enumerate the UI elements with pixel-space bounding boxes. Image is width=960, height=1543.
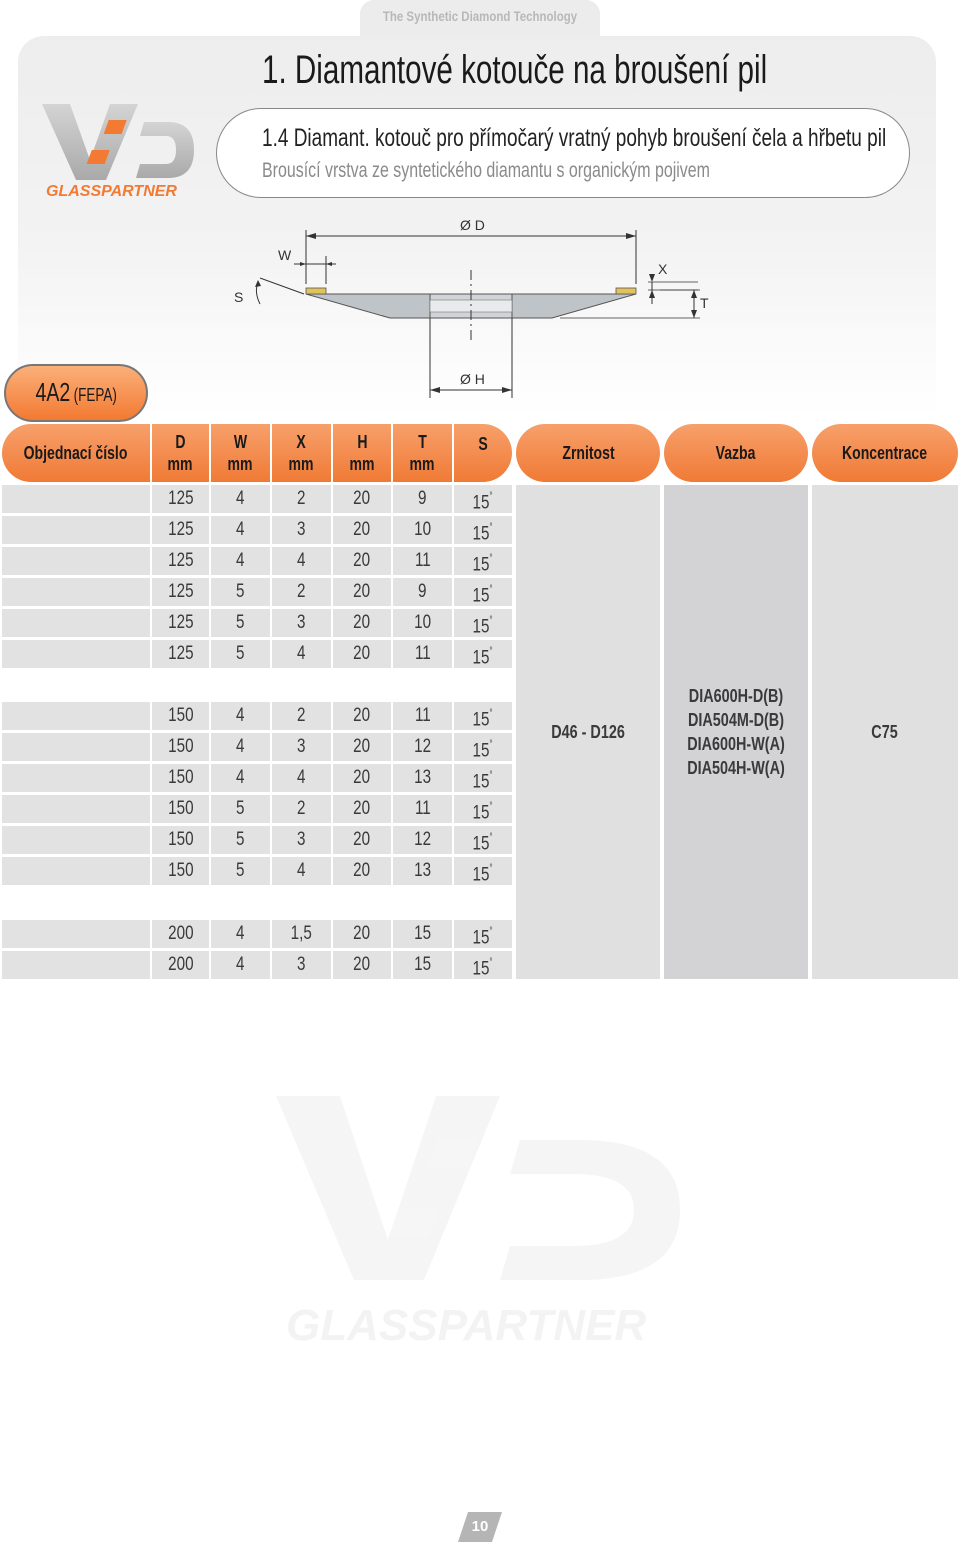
- table-row: [2, 951, 512, 979]
- bond-item: DIA600H-W(A): [687, 734, 785, 754]
- table-row: [2, 702, 512, 730]
- cell-t: 11: [393, 640, 452, 668]
- cell-w: 4: [211, 764, 270, 792]
- cell-w: 5: [211, 826, 270, 854]
- cell-s: 15°: [454, 485, 512, 513]
- column-header-s: S: [454, 424, 512, 482]
- cell-order: [2, 764, 150, 792]
- cell-d: 125: [152, 547, 209, 575]
- cell-order: [2, 578, 150, 606]
- cell-x: 2: [272, 578, 331, 606]
- product-type-label: [4, 377, 148, 408]
- cell-w: 5: [211, 578, 270, 606]
- vd-glasspartner-logo: [40, 100, 200, 200]
- cell-s: 15°: [454, 764, 512, 792]
- column-header-grain: Zrnitost: [516, 424, 660, 482]
- section-description: Brousící vrstva ze syntetického diamantu s organickým pojivem: [262, 159, 710, 182]
- cell-w: 4: [211, 702, 270, 730]
- cell-h: 20: [333, 578, 391, 606]
- cell-x: 4: [272, 640, 331, 668]
- cell-x: 4: [272, 764, 331, 792]
- column-header-w: W mm: [211, 424, 270, 482]
- cell-d: 150: [152, 826, 209, 854]
- table-row: [2, 485, 512, 513]
- column-header-bond: Vazba: [664, 424, 808, 482]
- dim-label-s: S: [234, 289, 244, 305]
- cell-t: 15: [393, 920, 452, 948]
- cell-order: [2, 733, 150, 761]
- cell-w: 5: [211, 795, 270, 823]
- cell-order: [2, 920, 150, 948]
- cell-d: 150: [152, 857, 209, 885]
- cell-s: 15°: [454, 826, 512, 854]
- cell-s: 15°: [454, 795, 512, 823]
- cell-t: 10: [393, 609, 452, 637]
- cell-order: [2, 640, 150, 668]
- cell-d: 125: [152, 516, 209, 544]
- cell-s: 15°: [454, 640, 512, 668]
- cell-x: 1,5: [272, 920, 331, 948]
- cell-order: [2, 547, 150, 575]
- column-header-concentration: Koncentrace: [812, 424, 958, 482]
- cell-s: 15°: [454, 702, 512, 730]
- dim-label-t: T: [700, 295, 709, 311]
- cell-x: 4: [272, 857, 331, 885]
- cell-d: 150: [152, 795, 209, 823]
- cell-x: 3: [272, 516, 331, 544]
- column-header-x: X mm: [272, 424, 331, 482]
- cell-w: 5: [211, 609, 270, 637]
- cell-h: 20: [333, 702, 391, 730]
- table-row: [2, 826, 512, 854]
- cell-d: 125: [152, 640, 209, 668]
- product-type-code: 4A2: [35, 377, 71, 407]
- watermark-logo: [270, 1090, 690, 1350]
- table-row: [2, 920, 512, 948]
- cell-w: 4: [211, 547, 270, 575]
- cell-h: 20: [333, 547, 391, 575]
- cell-h: 20: [333, 795, 391, 823]
- cell-x: 2: [272, 795, 331, 823]
- cell-x: 3: [272, 609, 331, 637]
- cell-x: 2: [272, 485, 331, 513]
- table-row: [2, 516, 512, 544]
- cell-order: [2, 702, 150, 730]
- cell-x: 3: [272, 951, 331, 979]
- cell-d: 150: [152, 733, 209, 761]
- cell-d: 125: [152, 609, 209, 637]
- cell-d: 150: [152, 702, 209, 730]
- cell-h: 20: [333, 733, 391, 761]
- dim-label-d: Ø D: [460, 217, 485, 233]
- cell-t: 11: [393, 702, 452, 730]
- cell-order: [2, 951, 150, 979]
- cell-h: 20: [333, 857, 391, 885]
- table-row: [2, 609, 512, 637]
- concentration-cell: C75: [812, 485, 958, 979]
- cell-w: 4: [211, 485, 270, 513]
- wheel-cross-section-diagram: [220, 212, 720, 404]
- table-row: [2, 857, 512, 885]
- logo-text: GLASSPARTNER: [46, 183, 177, 200]
- cell-h: 20: [333, 485, 391, 513]
- dim-label-w: W: [278, 247, 292, 263]
- page-number: 10: [471, 1518, 489, 1535]
- cell-order: [2, 516, 150, 544]
- cell-h: 20: [333, 951, 391, 979]
- cell-t: 10: [393, 516, 452, 544]
- cell-order: [2, 485, 150, 513]
- cell-h: 20: [333, 609, 391, 637]
- cell-x: 3: [272, 733, 331, 761]
- cell-w: 4: [211, 951, 270, 979]
- product-type-standard: (FEPA): [73, 385, 117, 405]
- cell-t: 11: [393, 547, 452, 575]
- cell-x: 2: [272, 702, 331, 730]
- cell-h: 20: [333, 516, 391, 544]
- bond-item: DIA504H-W(A): [687, 758, 785, 778]
- cell-d: 150: [152, 764, 209, 792]
- cell-order: [2, 857, 150, 885]
- table-row: [2, 547, 512, 575]
- cell-s: 15°: [454, 951, 512, 979]
- dim-label-x: X: [658, 261, 668, 277]
- cell-s: 15°: [454, 920, 512, 948]
- watermark-text: GLASSPARTNER: [286, 1301, 647, 1350]
- column-header-order: Objednací číslo: [2, 424, 150, 482]
- cell-t: 11: [393, 795, 452, 823]
- cell-s: 15°: [454, 609, 512, 637]
- bond-item: DIA504M-D(B): [687, 710, 784, 730]
- cell-s: 15°: [454, 547, 512, 575]
- cell-d: 125: [152, 578, 209, 606]
- cell-s: 15°: [454, 857, 512, 885]
- cell-d: 200: [152, 920, 209, 948]
- cell-d: 125: [152, 485, 209, 513]
- cell-t: 12: [393, 733, 452, 761]
- column-header-t: T mm: [393, 424, 452, 482]
- column-header-d: D mm: [152, 424, 209, 482]
- cell-order: [2, 826, 150, 854]
- cell-h: 20: [333, 826, 391, 854]
- bond-cell: [664, 485, 808, 979]
- cell-t: 12: [393, 826, 452, 854]
- cell-w: 4: [211, 920, 270, 948]
- cell-h: 20: [333, 764, 391, 792]
- cell-w: 5: [211, 857, 270, 885]
- cell-order: [2, 609, 150, 637]
- cell-t: 13: [393, 764, 452, 792]
- table-row: [2, 795, 512, 823]
- cell-order: [2, 795, 150, 823]
- cell-s: 15°: [454, 733, 512, 761]
- bond-item: DIA600H-D(B): [688, 686, 784, 706]
- grain-cell: D46 - D126: [516, 485, 660, 979]
- cell-h: 20: [333, 640, 391, 668]
- column-header-h: H mm: [333, 424, 391, 482]
- table-row: [2, 764, 512, 792]
- page-title: 1. Diamantové kotouče na broušení pil: [262, 48, 768, 92]
- tagline: The Synthetic Diamond Technology: [382, 8, 578, 24]
- cell-x: 4: [272, 547, 331, 575]
- subtitle-box: [216, 108, 910, 198]
- cell-w: 4: [211, 516, 270, 544]
- section-subtitle: 1.4 Diamant. kotouč pro přímočarý vratný pohyb broušení čela a hřbetu pil: [262, 124, 887, 152]
- table-row: [2, 578, 512, 606]
- cell-s: 15°: [454, 516, 512, 544]
- cell-d: 200: [152, 951, 209, 979]
- table-row: [2, 733, 512, 761]
- cell-t: 13: [393, 857, 452, 885]
- cell-x: 3: [272, 826, 331, 854]
- cell-w: 5: [211, 640, 270, 668]
- dim-label-h: Ø H: [460, 371, 485, 387]
- cell-t: 15: [393, 951, 452, 979]
- cell-t: 9: [393, 578, 452, 606]
- cell-w: 4: [211, 733, 270, 761]
- cell-s: 15°: [454, 578, 512, 606]
- table-row: [2, 640, 512, 668]
- cell-t: 9: [393, 485, 452, 513]
- cell-h: 20: [333, 920, 391, 948]
